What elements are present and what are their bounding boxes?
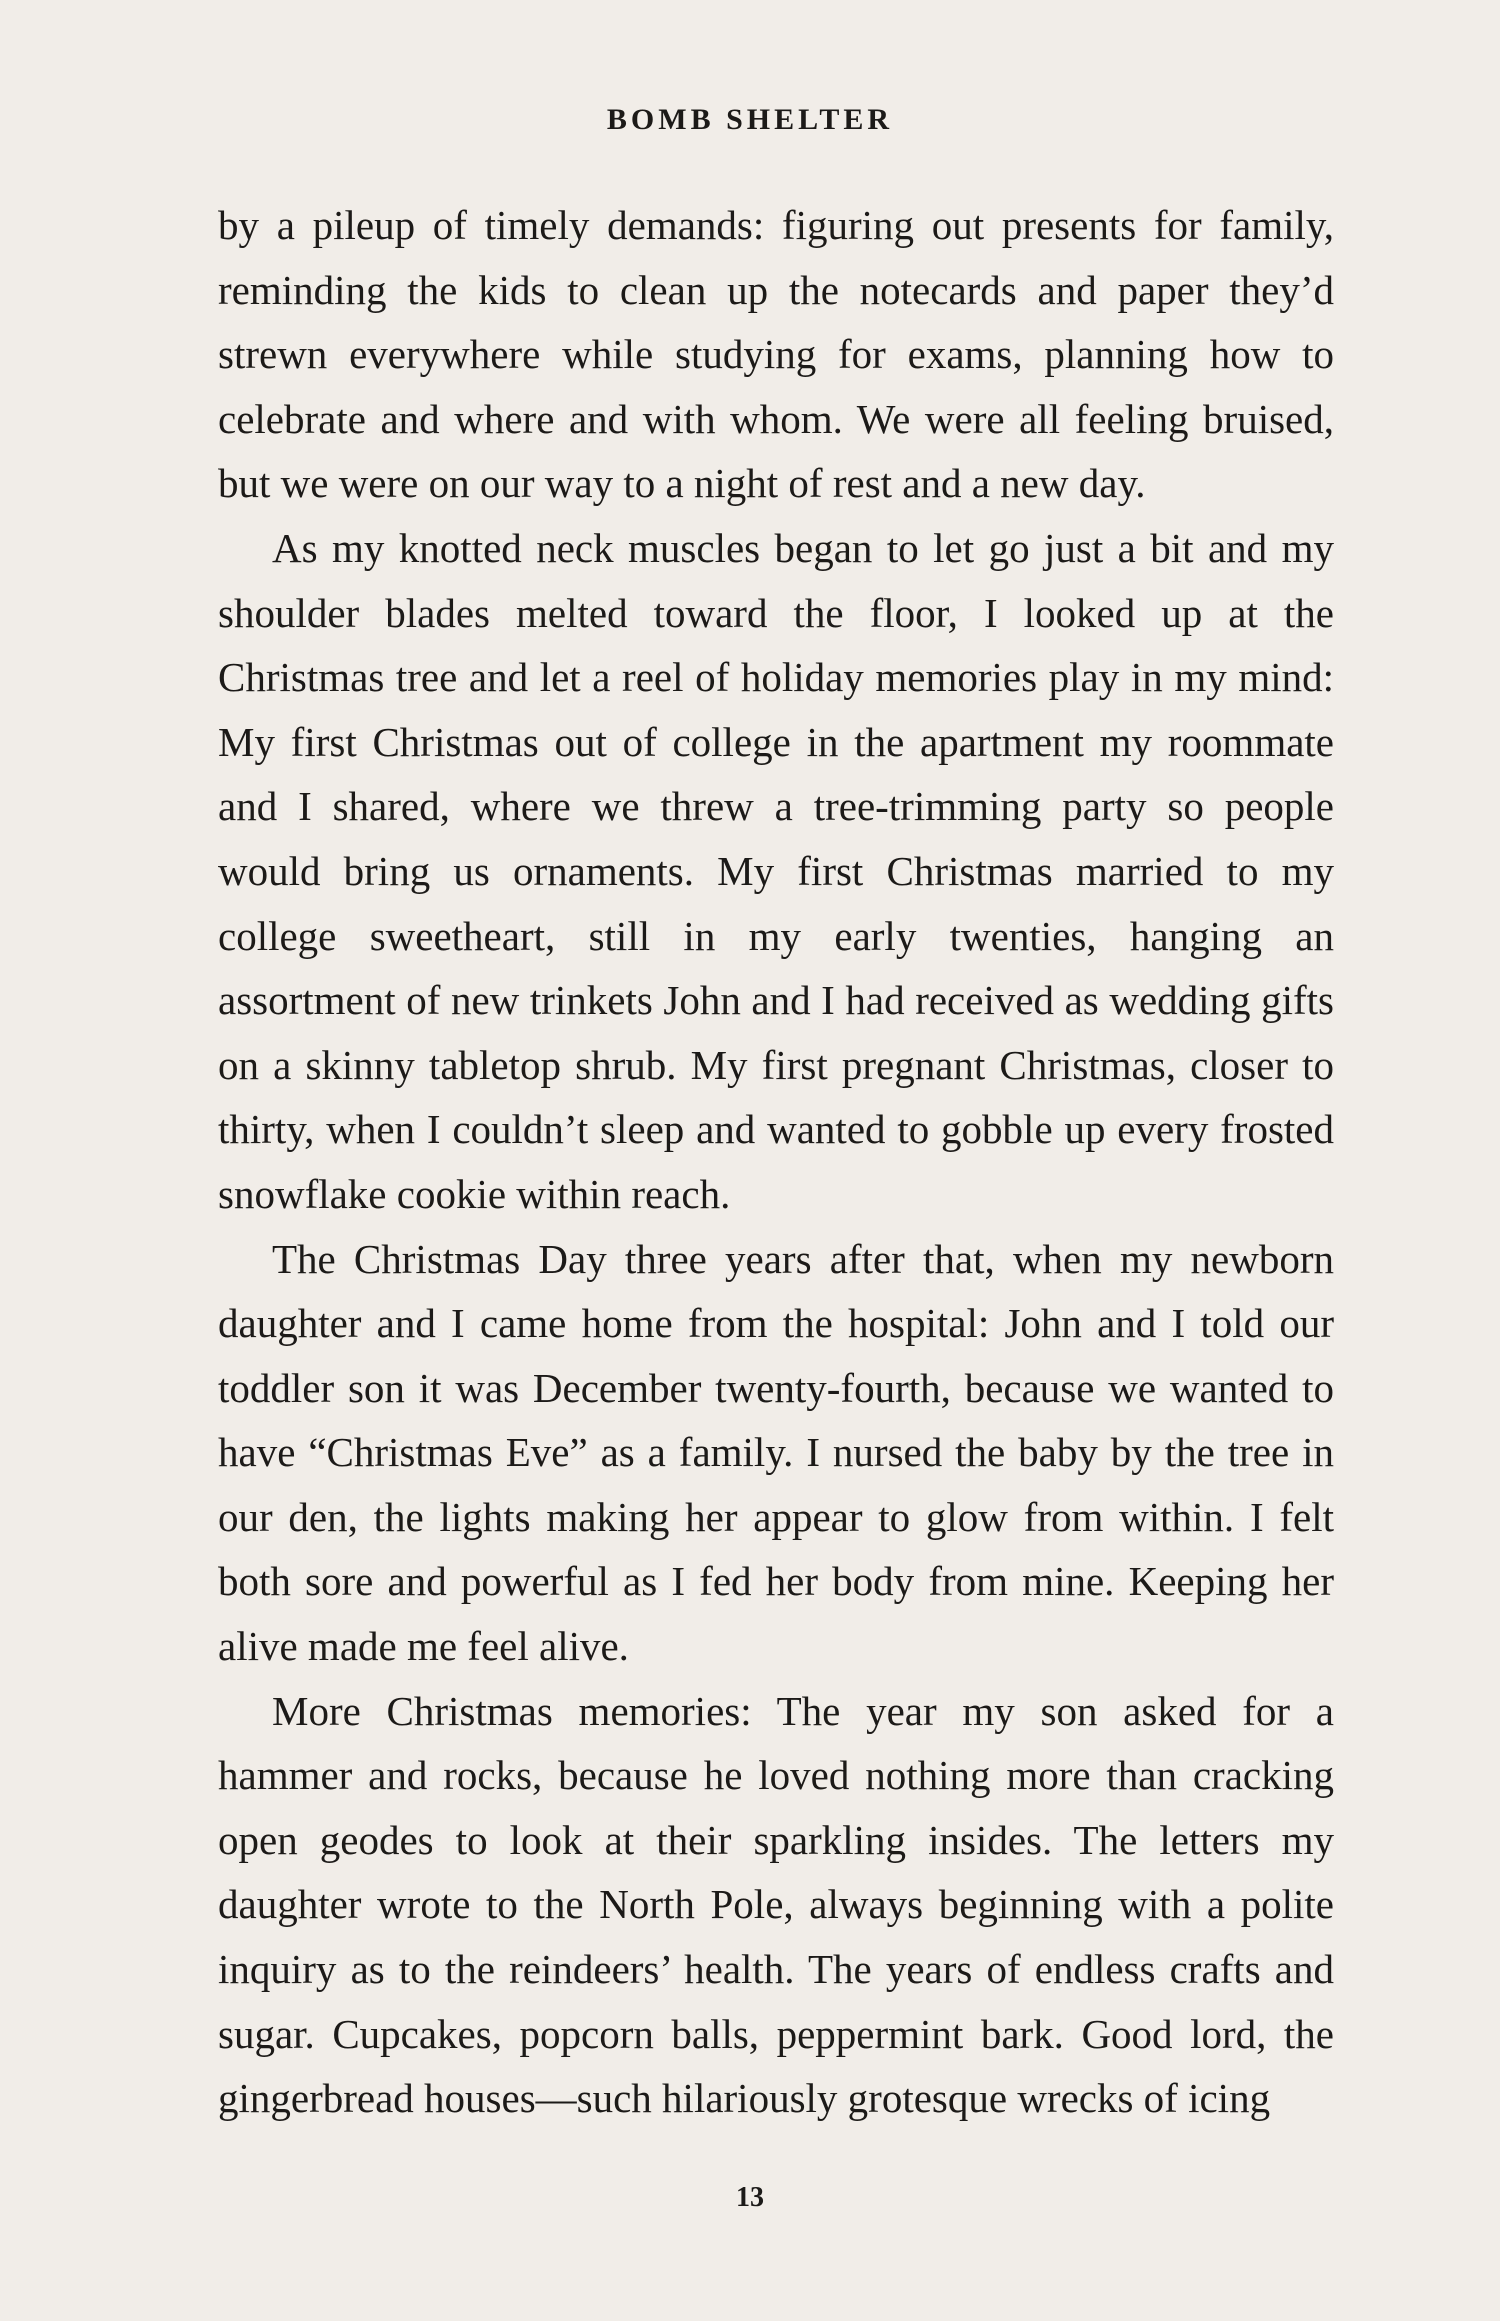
body-text xyxy=(218,193,1334,2131)
paragraph-continued: by a pileup of timely demands: figuring out presents for family, reminding the kids to clean up the notecards and paper they’d strewn everywhere while studying for exams, planning how to celebrate and where and with whom. We were all feeling bruised, but we were on our way to a night of rest and a new day. xyxy=(218,202,1334,507)
page-number: 13 xyxy=(736,2182,764,2213)
paragraph: As my knotted neck muscles began to let go just a bit and my shoulder blades melted toward the floor, I looked up at the Christmas tree and let a reel of holiday memories play in my mind: My first Christmas out of college in the apartment my roommate and I shared, where we threw a tree-trimming party so people would bring us ornaments. My first Christmas married to my college sweetheart, still in my early twenties, hanging an assortment of new trinkets John and I had received as wedding gifts on a skinny tabletop shrub. My first pregnant Christmas, closer to thirty, when I couldn’t sleep and wanted to gobble up every frosted snowflake cookie within reach. xyxy=(218,524,1334,1217)
paragraph: More Christmas memories: The year my son asked for a hammer and rocks, because he loved nothing more than cracking open geodes to look at their sparkling insides. The letters my daughter wrote to the North Pole, always beginning with a polite inquiry as to the reindeers’ health. The years of endless crafts and sugar. Cupcakes, popcorn balls, peppermint bark. Good lord, the gingerbread houses—such hilariously grotesque wrecks of icing xyxy=(218,1687,1334,2122)
running-head: BOMB SHELTER xyxy=(606,103,894,136)
paragraph: The Christmas Day three years after that, when my newborn daughter and I came home from the hospital: John and I told our toddler son it was December twenty-fourth, because we wanted to have “Christmas Eve” as a family. I nursed the baby by the tree in our den, the lights making her appear to glow from within. I felt both sore and powerful as I fed her body from mine. Keeping her alive made me feel alive. xyxy=(218,1235,1334,1670)
